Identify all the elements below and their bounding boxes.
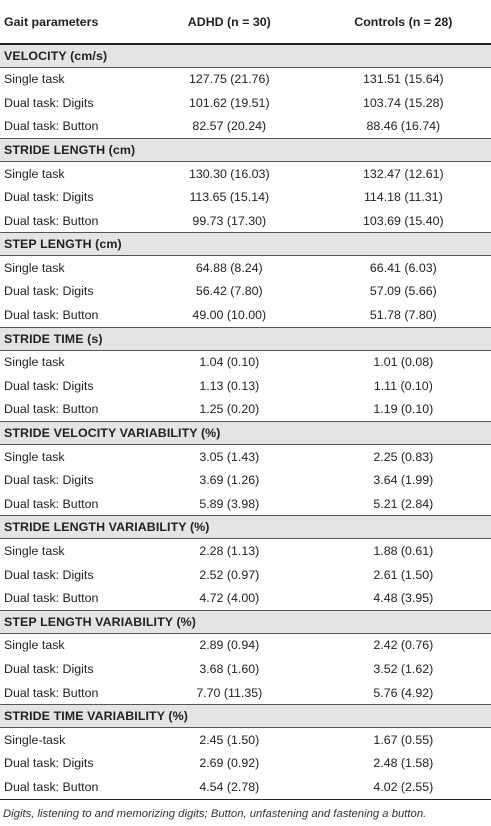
controls-value: 1.19 (0.10) <box>373 402 434 417</box>
controls-value: 51.78 (7.80) <box>369 308 437 323</box>
table-row <box>0 633 491 657</box>
table-row <box>0 468 491 492</box>
controls-value: 66.41 (6.03) <box>369 260 437 275</box>
adhd-value: 56.42 (7.80) <box>195 284 263 299</box>
row-label: Single task <box>4 166 65 181</box>
adhd-value: 130.30 (16.03) <box>188 166 270 181</box>
table-row <box>0 728 491 752</box>
adhd-value: 3.69 (1.26) <box>199 473 260 488</box>
adhd-value: 2.45 (1.50) <box>199 732 260 747</box>
adhd-value: 101.62 (19.51) <box>188 95 270 110</box>
section-header-row <box>0 44 491 67</box>
table-row <box>0 256 491 280</box>
controls-value: 3.52 (1.62) <box>373 662 434 677</box>
adhd-value: 4.72 (4.00) <box>199 591 260 606</box>
section-title: STRIDE LENGTH VARIABILITY (%) <box>4 520 210 535</box>
table-row <box>0 185 491 209</box>
table-row <box>0 374 491 398</box>
adhd-value: 1.25 (0.20) <box>199 402 260 417</box>
row-label: Dual task: Button <box>4 119 99 134</box>
adhd-value: 1.04 (0.10) <box>199 355 260 370</box>
row-label: Dual task: Button <box>4 213 99 228</box>
section-title: STEP LENGTH VARIABILITY (%) <box>4 614 197 629</box>
section-title: STRIDE VELOCITY VARIABILITY (%) <box>4 426 221 441</box>
controls-value: 57.09 (5.66) <box>369 284 437 299</box>
row-label: Dual task: Digits <box>4 190 94 205</box>
row-label: Single task <box>4 355 65 370</box>
row-label: Dual task: Digits <box>4 378 94 393</box>
table-row <box>0 539 491 563</box>
table-row <box>0 209 491 233</box>
table-body <box>0 44 491 799</box>
row-label: Dual task: Digits <box>4 662 94 677</box>
table-row <box>0 280 491 304</box>
table-row <box>0 67 491 91</box>
section-title: STRIDE LENGTH (cm) <box>4 142 136 157</box>
adhd-value: 7.70 (11.35) <box>196 685 263 700</box>
adhd-value: 99.73 (17.30) <box>192 213 267 228</box>
table-footnote: Digits, listening to and memorizing digits; Button, unfastening and fastening a button. <box>3 808 427 820</box>
table-row <box>0 775 491 799</box>
table-row <box>0 492 491 516</box>
table-row <box>0 681 491 705</box>
adhd-value: 127.75 (21.76) <box>188 72 270 87</box>
row-label: Dual task: Digits <box>4 95 94 110</box>
adhd-value: 1.13 (0.13) <box>199 378 260 393</box>
adhd-value: 3.05 (1.43) <box>199 449 260 464</box>
row-label: Dual task: Digits <box>4 567 94 582</box>
table-row <box>0 161 491 185</box>
table-row <box>0 587 491 611</box>
row-label: Single task <box>4 449 65 464</box>
controls-value: 5.21 (2.84) <box>373 496 434 511</box>
row-label: Single task <box>4 544 65 559</box>
adhd-value: 4.54 (2.78) <box>199 779 260 794</box>
adhd-value: 2.52 (0.97) <box>199 567 260 582</box>
adhd-value: 2.89 (0.94) <box>199 638 260 653</box>
adhd-value: 3.68 (1.60) <box>199 662 260 677</box>
row-label: Dual task: Button <box>4 308 99 323</box>
row-label: Dual task: Button <box>4 591 99 606</box>
controls-value: 1.11 (0.10) <box>373 378 433 393</box>
table-row <box>0 752 491 776</box>
section-header-row <box>0 138 491 161</box>
controls-value: 103.69 (15.40) <box>363 213 444 228</box>
row-label: Dual task: Button <box>4 496 99 511</box>
adhd-value: 49.00 (10.00) <box>192 308 267 323</box>
section-header-row <box>0 422 491 445</box>
controls-value: 1.88 (0.61) <box>373 544 434 559</box>
section-header-row <box>0 610 491 633</box>
table-row <box>0 657 491 681</box>
row-label: Dual task: Button <box>4 402 99 417</box>
row-label: Dual task: Digits <box>4 284 94 299</box>
controls-value: 103.74 (15.28) <box>363 95 444 110</box>
adhd-value: 82.57 (20.24) <box>192 119 267 134</box>
section-title: STRIDE TIME (s) <box>4 331 103 346</box>
controls-value: 4.02 (2.55) <box>373 779 434 794</box>
header-row <box>0 0 491 44</box>
row-label: Dual task: Digits <box>4 756 94 771</box>
table-row <box>0 398 491 422</box>
controls-value: 88.46 (16.74) <box>366 119 441 134</box>
controls-value: 1.67 (0.55) <box>373 732 434 747</box>
table-row <box>0 91 491 115</box>
header-adhd: ADHD (n = 30) <box>187 14 271 29</box>
controls-value: 2.42 (0.76) <box>373 638 434 653</box>
adhd-value: 113.65 (15.14) <box>189 190 270 205</box>
table-row <box>0 115 491 139</box>
adhd-value: 5.89 (3.98) <box>199 496 260 511</box>
section-header-row <box>0 327 491 350</box>
controls-value: 1.01 (0.08) <box>373 355 434 370</box>
controls-value: 3.64 (1.99) <box>373 473 434 488</box>
row-label: Single-task <box>4 732 66 747</box>
section-header-row <box>0 516 491 539</box>
row-label: Single task <box>4 260 65 275</box>
table-row <box>0 563 491 587</box>
adhd-value: 2.69 (0.92) <box>199 756 260 771</box>
section-title: VELOCITY (cm/s) <box>4 48 108 63</box>
table-row <box>0 350 491 374</box>
adhd-value: 2.28 (1.13) <box>199 544 260 559</box>
row-label: Dual task: Digits <box>4 473 94 488</box>
controls-value: 5.76 (4.92) <box>373 685 434 700</box>
controls-value: 4.48 (3.95) <box>373 591 434 606</box>
row-label: Dual task: Button <box>4 779 99 794</box>
controls-value: 2.48 (1.58) <box>373 756 434 771</box>
row-label: Dual task: Button <box>4 685 99 700</box>
controls-value: 132.47 (12.61) <box>363 166 444 181</box>
table-row <box>0 303 491 327</box>
header-controls: Controls (n = 28) <box>354 14 453 29</box>
section-header-row <box>0 233 491 256</box>
controls-value: 2.25 (0.83) <box>373 449 434 464</box>
row-label: Single task <box>4 638 65 653</box>
section-title: STEP LENGTH (cm) <box>4 237 122 252</box>
section-title: STRIDE TIME VARIABILITY (%) <box>4 709 188 724</box>
table-row <box>0 445 491 469</box>
controls-value: 131.51 (15.64) <box>363 72 444 87</box>
controls-value: 2.61 (1.50) <box>373 567 434 582</box>
header-gait-parameters: Gait parameters <box>4 14 99 29</box>
row-label: Single task <box>4 72 65 87</box>
table-header <box>0 0 491 44</box>
adhd-value: 64.88 (8.24) <box>195 260 263 275</box>
controls-value: 114.18 (11.31) <box>363 190 443 205</box>
section-header-row <box>0 705 491 728</box>
